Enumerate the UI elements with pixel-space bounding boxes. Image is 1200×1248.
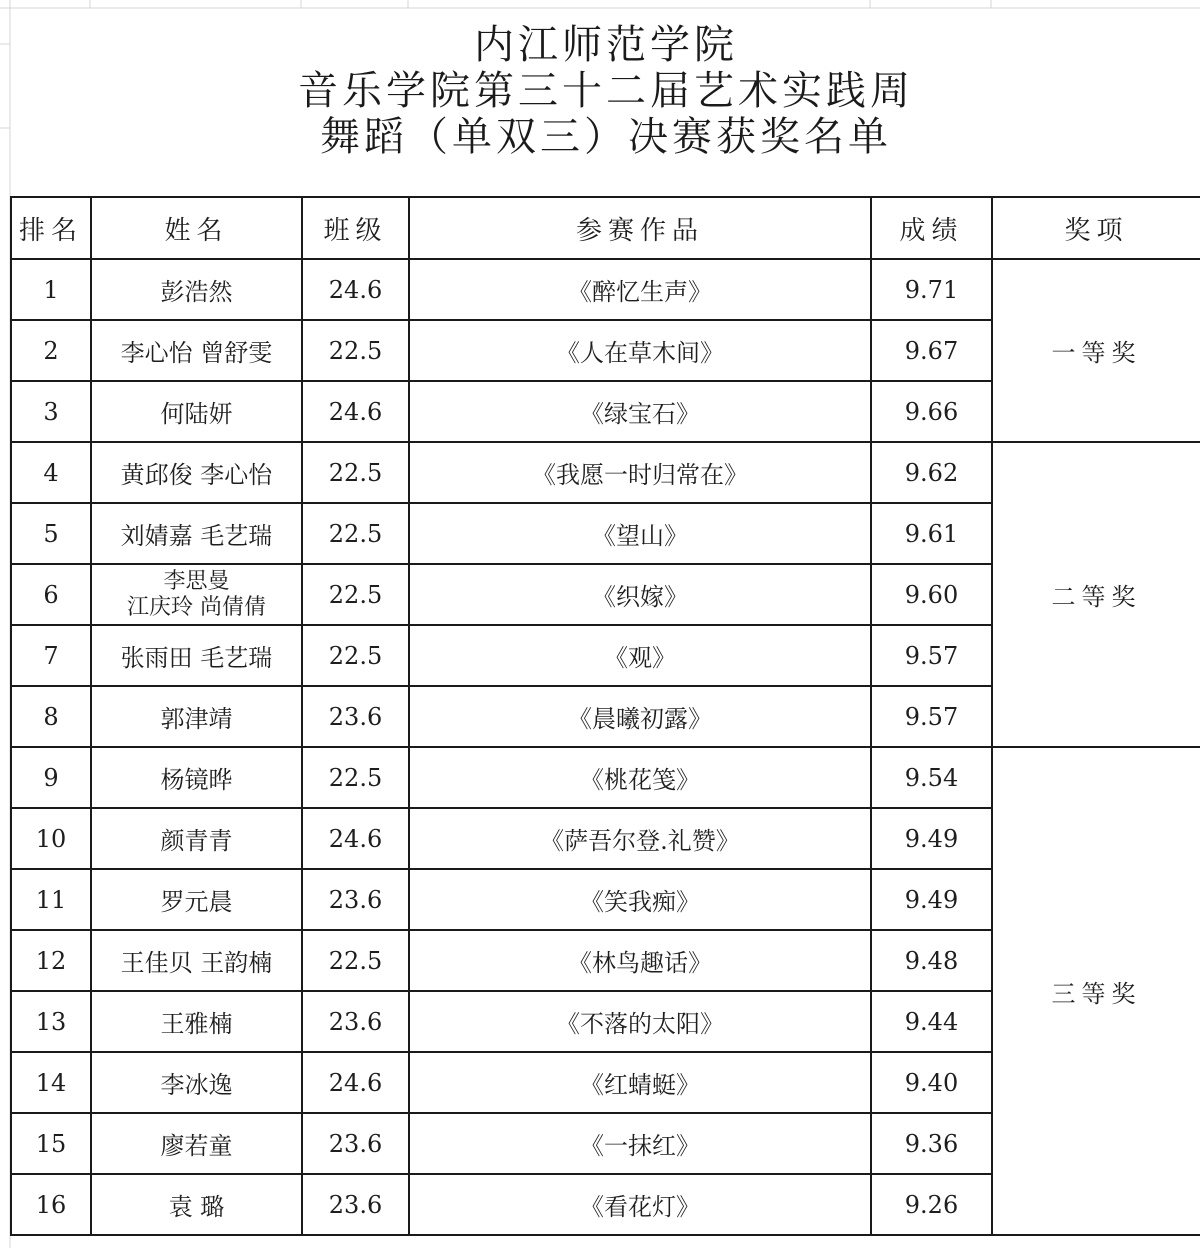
work-cell: 《我愿一时归常在》 <box>409 442 871 503</box>
name-stack <box>127 569 266 621</box>
rank-cell: 15 <box>11 1113 91 1174</box>
rank-cell: 2 <box>11 320 91 381</box>
work-cell: 《晨曦初露》 <box>409 686 871 747</box>
score-cell: 9.36 <box>871 1113 992 1174</box>
name-cell: 颜青青 <box>91 808 302 869</box>
rank-cell: 4 <box>11 442 91 503</box>
rank-cell: 1 <box>11 259 91 320</box>
name-cell: 黄邱俊 李心怡 <box>91 442 302 503</box>
work-cell: 《红蜻蜓》 <box>409 1052 871 1113</box>
work-cell: 《一抹红》 <box>409 1113 871 1174</box>
header-row <box>11 197 1200 259</box>
class-cell: 22.5 <box>302 747 409 808</box>
award-first-prize: 一等奖 <box>992 259 1200 442</box>
class-cell: 24.6 <box>302 381 409 442</box>
name-cell: 彭浩然 <box>91 259 302 320</box>
header-class: 班级 <box>302 197 409 259</box>
rank-cell: 7 <box>11 625 91 686</box>
name-cell: 何陆妍 <box>91 381 302 442</box>
rank-cell: 16 <box>11 1174 91 1235</box>
award-second-prize: 二等奖 <box>992 442 1200 747</box>
document-title <box>12 22 1200 172</box>
class-cell: 24.6 <box>302 259 409 320</box>
score-cell: 9.61 <box>871 503 992 564</box>
name-cell: 张雨田 毛艺瑞 <box>91 625 302 686</box>
score-cell: 9.49 <box>871 808 992 869</box>
title-line-category: 舞蹈（单双三）决赛获奖名单 <box>320 114 892 160</box>
score-cell: 9.62 <box>871 442 992 503</box>
class-cell: 23.6 <box>302 869 409 930</box>
work-cell: 《桃花笺》 <box>409 747 871 808</box>
work-cell: 《笑我痴》 <box>409 869 871 930</box>
name-cell: 杨镜晔 <box>91 747 302 808</box>
score-cell: 9.54 <box>871 747 992 808</box>
work-cell: 《绿宝石》 <box>409 381 871 442</box>
score-cell: 9.57 <box>871 686 992 747</box>
name-cell: 李冰逸 <box>91 1052 302 1113</box>
name-cell: 刘婧嘉 毛艺瑞 <box>91 503 302 564</box>
name-cell <box>91 564 302 625</box>
class-cell: 23.6 <box>302 686 409 747</box>
rank-cell: 12 <box>11 930 91 991</box>
table-row <box>11 747 1200 808</box>
score-cell: 9.48 <box>871 930 992 991</box>
title-line-event: 音乐学院第三十二届艺术实践周 <box>298 68 914 114</box>
rank-cell: 13 <box>11 991 91 1052</box>
class-cell: 24.6 <box>302 1052 409 1113</box>
work-cell: 《看花灯》 <box>409 1174 871 1235</box>
rank-cell: 3 <box>11 381 91 442</box>
header-work: 参赛作品 <box>409 197 871 259</box>
rank-cell: 14 <box>11 1052 91 1113</box>
work-cell: 《人在草木间》 <box>409 320 871 381</box>
work-cell: 《醉忆生声》 <box>409 259 871 320</box>
header-name: 姓名 <box>91 197 302 259</box>
class-cell: 22.5 <box>302 564 409 625</box>
class-cell: 22.5 <box>302 442 409 503</box>
table-row <box>11 442 1200 503</box>
class-cell: 22.5 <box>302 930 409 991</box>
name-cell: 袁 璐 <box>91 1174 302 1235</box>
rank-cell: 11 <box>11 869 91 930</box>
work-cell: 《织嫁》 <box>409 564 871 625</box>
title-line-school: 内江师范学院 <box>474 22 738 68</box>
score-cell: 9.66 <box>871 381 992 442</box>
name-cell: 李心怡 曾舒雯 <box>91 320 302 381</box>
score-cell: 9.67 <box>871 320 992 381</box>
score-cell: 9.49 <box>871 869 992 930</box>
score-cell: 9.40 <box>871 1052 992 1113</box>
name-line: 李思曼 <box>163 568 230 594</box>
name-cell: 廖若童 <box>91 1113 302 1174</box>
header-score: 成绩 <box>871 197 992 259</box>
work-cell: 《望山》 <box>409 503 871 564</box>
name-line: 江庆玲 尚倩倩 <box>127 594 266 620</box>
work-cell: 《林鸟趣话》 <box>409 930 871 991</box>
name-cell: 罗元晨 <box>91 869 302 930</box>
class-cell: 23.6 <box>302 991 409 1052</box>
rank-cell: 8 <box>11 686 91 747</box>
rank-cell: 9 <box>11 747 91 808</box>
award-third-prize: 三等奖 <box>992 747 1200 1235</box>
name-cell: 王雅楠 <box>91 991 302 1052</box>
class-cell: 23.6 <box>302 1174 409 1235</box>
results-table <box>10 196 1200 1236</box>
class-cell: 24.6 <box>302 808 409 869</box>
class-cell: 22.5 <box>302 625 409 686</box>
work-cell: 《观》 <box>409 625 871 686</box>
name-cell: 郭津靖 <box>91 686 302 747</box>
class-cell: 22.5 <box>302 320 409 381</box>
header-rank: 排名 <box>11 197 91 259</box>
score-cell: 9.44 <box>871 991 992 1052</box>
work-cell: 《萨吾尔登.礼赞》 <box>409 808 871 869</box>
score-cell: 9.26 <box>871 1174 992 1235</box>
work-cell: 《不落的太阳》 <box>409 991 871 1052</box>
class-cell: 23.6 <box>302 1113 409 1174</box>
score-cell: 9.57 <box>871 625 992 686</box>
score-cell: 9.71 <box>871 259 992 320</box>
rank-cell: 6 <box>11 564 91 625</box>
table-row <box>11 259 1200 320</box>
name-cell: 王佳贝 王韵楠 <box>91 930 302 991</box>
header-award: 奖项 <box>992 197 1200 259</box>
rank-cell: 10 <box>11 808 91 869</box>
score-cell: 9.60 <box>871 564 992 625</box>
class-cell: 22.5 <box>302 503 409 564</box>
rank-cell: 5 <box>11 503 91 564</box>
